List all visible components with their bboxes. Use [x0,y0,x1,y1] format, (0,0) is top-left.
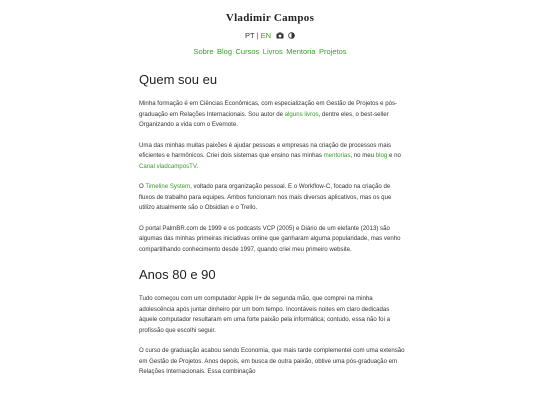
link-blog[interactable]: blog [375,152,388,159]
nav-mentoria[interactable]: Mentoria [286,47,316,56]
site-title[interactable]: Vladimir Campos [225,12,315,24]
contrast-icon[interactable] [288,32,295,39]
heading-anos-80-90: Anos 80 e 90 [139,267,216,282]
text: , voltado para organização pessoal. E o Workflow-C, focado na criação de fluxos de trabalho para equipes. Ambos funcionam nos mais diversos aplicativos, mas os que utilizo atualmente são o Obsidian e o Trello. [139,183,392,211]
main-content [139,72,407,388]
lang-separator: | [256,31,259,40]
lang-pt[interactable]: PT [245,31,255,40]
language-switcher [0,31,540,40]
heading-quem-sou-eu: Quem sou eu [139,72,218,87]
link-mentorias[interactable]: mentorias [323,152,351,159]
main-nav [0,47,540,56]
link-alguns-livros[interactable]: alguns livros [284,110,319,118]
text: , dentre eles, o best-seller Organizando a vida com o Evernote. [139,110,389,128]
nav-cursos[interactable]: Cursos [235,47,260,56]
text: . [196,162,199,170]
nav-livros[interactable]: Livros [262,47,283,56]
paragraph-portal: O portal PalmBR.com de 1999 e os podcasts VCP (2005) e Diário de um elefante (2013) são algumas das minhas primeiras iniciativas online que ganharam alguma popularidade, mas venho compartilhando conhecimento desde 1997, quando criei meu primeiro website. [139,224,401,253]
nav-projetos[interactable]: Projetos [318,47,347,56]
text: , no meu [350,152,376,159]
paragraph-paixoes [139,141,407,173]
camera-icon[interactable] [276,32,283,39]
text: Minha formação é em Ciências Econômicas, com especialização em Gestão de Projetos e pós-graduação em Relações Internacionais. Sou autor de [139,100,398,118]
paragraph-timeline-system [139,182,407,214]
paragraph-graduacao: O curso de graduação acabou sendo Economia, que mais tarde complementei com uma extensão em Gestão de Projetos. Anos depois, em busca de outra paixão, obtive uma pós-graduação em Relações Internacionais. Essa combinação [139,347,405,375]
link-canal-vladcampostv[interactable]: Canal vladcamposTV [139,162,197,170]
link-timeline-system[interactable]: Timeline System [145,183,191,190]
paragraph-formacao [139,99,407,131]
text: Uma das minhas muitas paixões é ajudar pessoas e empresas na criação de processos mais eficientes e harmônicos. Criei dois sistemas que ensino nas minhas [139,141,391,159]
site-header [0,0,540,56]
text: O [139,183,146,190]
text: e no [387,152,401,159]
nav-sobre[interactable]: Sobre [193,47,214,56]
lang-en[interactable]: EN [260,31,271,40]
paragraph-apple: Tudo começou com um computador Apple II+ de segunda mão, que comprei na minha adolescência após juntar dinheiro por um bom tempo. Incontáveis noites em claro dedicadas àquele computador resultaram em uma forte paixão pela informática; contudo, essa não foi a profissão que escolhi seguir. [139,295,391,334]
nav-blog[interactable]: Blog [217,47,233,56]
